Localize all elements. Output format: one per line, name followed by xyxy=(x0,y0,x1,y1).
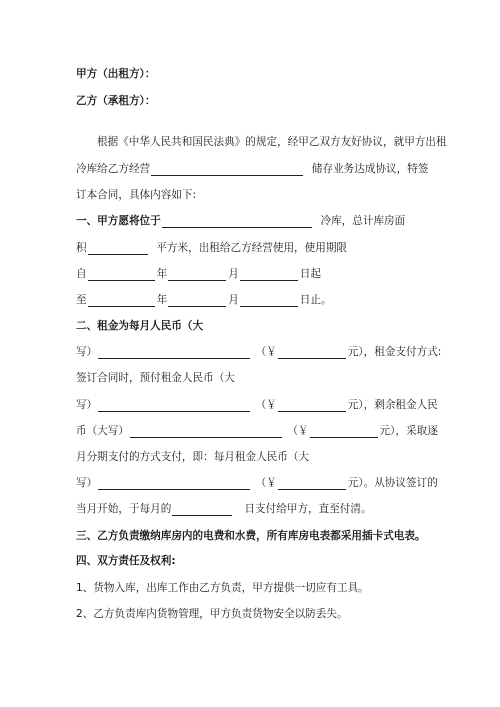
clause-4-item-2: 2、乙方负责库内货物管理，甲方负责货物安全以防丢失。 xyxy=(76,608,348,620)
blank-start-day[interactable] xyxy=(240,269,298,281)
clause-text: 平方米，出租给乙方经营使用，使用期限 xyxy=(156,242,348,254)
blank-remaining-rent-amount[interactable] xyxy=(310,426,378,438)
clause-2-line-6: 月分期支付的方式支付，即：每月租金人民币（大 xyxy=(76,451,310,463)
clause-text: 月 xyxy=(228,294,239,306)
clause-1-line-4 xyxy=(76,293,332,307)
clause-4-heading: 四、双方责任及权利: xyxy=(76,555,176,567)
blank-installment-amount[interactable] xyxy=(278,478,346,490)
clause-3: 三、乙方负责缴纳库房内的电费和水费，所有库房电表都采用插卡式电表。 xyxy=(76,530,426,542)
clause-text: 自 xyxy=(76,268,87,280)
blank-installment-words[interactable] xyxy=(98,478,250,490)
clause-2-line-7 xyxy=(76,476,438,490)
clause-2-line-5 xyxy=(76,424,438,438)
clause-text: 写） xyxy=(76,346,98,358)
clause-2-line-3: 签订合同时，预付租金人民币（大 xyxy=(76,372,235,384)
blank-payment-day[interactable] xyxy=(172,504,232,516)
party-b-label: 乙方（承租方）： xyxy=(76,95,156,107)
blank-location-field[interactable] xyxy=(162,216,312,228)
clause-text: 年 xyxy=(156,294,168,306)
blank-end-month[interactable] xyxy=(168,295,226,307)
clause-1-line-2 xyxy=(76,241,347,255)
clause-text: 日支付给甲方，直至付清。 xyxy=(244,503,372,515)
clause-text: 当月开始，于每月的 xyxy=(76,503,172,515)
clause-1-heading: 一、甲方愿将位于 xyxy=(76,215,161,227)
party-a-label: 甲方（出租方）： xyxy=(76,68,156,80)
blank-remaining-rent-words[interactable] xyxy=(130,426,282,438)
clause-text: 日止。 xyxy=(299,294,332,306)
clause-text: 元）。从协议签订的 xyxy=(347,477,438,489)
clause-text: 冷库，总计库房面 xyxy=(320,215,406,227)
clause-text: （￥ xyxy=(287,425,309,437)
blank-start-month[interactable] xyxy=(168,269,226,281)
blank-end-day[interactable] xyxy=(240,295,298,307)
blank-prepaid-rent-amount[interactable] xyxy=(278,400,346,412)
blank-monthly-rent-amount[interactable] xyxy=(278,347,346,359)
clause-text: 元），剩余租金人民 xyxy=(347,399,438,411)
blank-monthly-rent-words[interactable] xyxy=(98,347,250,359)
clause-text: 币（大写） xyxy=(76,425,129,437)
clause-text: 积 xyxy=(76,242,87,254)
clause-2-heading: 二、租金为每月人民币（大 xyxy=(76,320,204,332)
clause-2-line-8 xyxy=(76,502,372,516)
blank-prepaid-rent-words[interactable] xyxy=(98,400,250,412)
clause-4-item-1: 1、货物入库，出库工作由乙方负责，甲方提供一切应有工具。 xyxy=(76,582,369,594)
blank-business-field[interactable] xyxy=(151,164,303,176)
clause-text: 年 xyxy=(156,268,168,280)
clause-text: 写） xyxy=(76,477,98,489)
intro-line-1: 根据《中华人民共和国民法典》的规定，经甲乙双方友好协议，就甲方出租 xyxy=(97,136,447,148)
blank-area-field[interactable] xyxy=(88,243,148,255)
clause-1-line-1 xyxy=(76,214,405,228)
intro-text: 冷库给乙方经营 xyxy=(76,163,151,175)
clause-text: （￥ xyxy=(255,346,277,358)
clause-text: 元），租金支付方式: xyxy=(347,346,442,358)
clause-1-line-3 xyxy=(76,267,321,281)
intro-text: 储存业务达成协议，特签 xyxy=(311,163,429,175)
clause-text: 至 xyxy=(76,294,87,306)
blank-end-year[interactable] xyxy=(88,295,155,307)
clause-text: （￥ xyxy=(255,477,277,489)
clause-text: 月 xyxy=(228,268,239,280)
clause-text: 写） xyxy=(76,399,98,411)
intro-line-3: 订本合同，具体内容如下: xyxy=(76,189,197,201)
clause-2-line-2 xyxy=(76,345,441,359)
intro-line-2 xyxy=(76,162,428,176)
clause-text: 日起 xyxy=(299,268,321,280)
clause-text: 元），采取逐 xyxy=(379,425,438,437)
blank-start-year[interactable] xyxy=(88,269,155,281)
clause-text: （￥ xyxy=(255,399,277,411)
clause-2-line-4 xyxy=(76,398,438,412)
